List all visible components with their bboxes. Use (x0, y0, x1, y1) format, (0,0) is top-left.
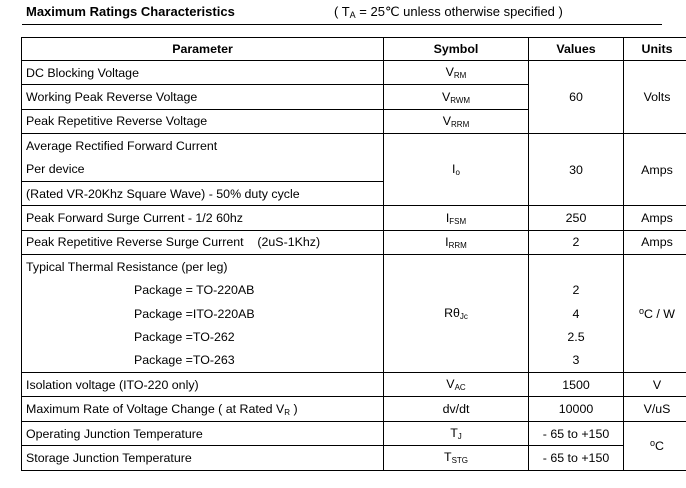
table-row (22, 279, 686, 302)
col-header-parameter: Parameter (22, 38, 384, 61)
param-cell: Operating Junction Temperature (22, 421, 384, 445)
value-cell (529, 255, 624, 279)
ratings-table (21, 37, 686, 471)
table-row (22, 302, 686, 325)
param-cell: Working Peak Reverse Voltage (22, 85, 384, 109)
param-cell: Maximum Rate of Voltage Change ( at Rated $V_R$ ) (22, 397, 384, 421)
value-cell: 3 (529, 349, 624, 373)
value-cell: 2.5 (529, 325, 624, 348)
value-cell: 2 (529, 279, 624, 302)
table-row (22, 134, 686, 158)
header-bar (22, 2, 662, 25)
value-cell: 4 (529, 302, 624, 325)
symbol-cell: $V_{RWM}$ (384, 85, 529, 109)
unit-cell: Amps (624, 206, 686, 230)
section-title: Maximum Ratings Characteristics (26, 4, 235, 19)
value-cell: 1500 (529, 373, 624, 397)
param-cell: Isolation voltage (ITO-220 only) (22, 373, 384, 397)
param-cell: Peak Repetitive Reverse Surge Current (2uS-1Khz) (22, 230, 384, 254)
param-cell: Package =TO-262 (22, 325, 384, 348)
value-cell: - 65 to +150 (529, 446, 624, 470)
symbol-cell: $I_{RRM}$ (384, 230, 529, 254)
col-header-symbol: Symbol (384, 38, 529, 61)
table-row (22, 255, 686, 279)
param-cell: (Rated VR-20Khz Square Wave) - 50% duty cycle (22, 181, 384, 205)
value-cell: 250 (529, 206, 624, 230)
symbol-cell: $V_{RRM}$ (384, 109, 529, 133)
col-header-values: Values (529, 38, 624, 61)
table-row (22, 397, 686, 421)
table-row (22, 349, 686, 373)
unit-cell: V (624, 373, 686, 397)
unit-cell: $^o$C (624, 421, 686, 470)
col-header-units: Units (624, 38, 686, 61)
unit-cell: $^o$C / W (624, 255, 686, 373)
symbol-cell: $I_{FSM}$ (384, 206, 529, 230)
symbol-cell: $I_o$ (384, 134, 529, 206)
value-cell: - 65 to +150 (529, 421, 624, 445)
param-cell: Package =TO-263 (22, 349, 384, 373)
param-cell: Typical Thermal Resistance (per leg) (22, 255, 384, 279)
symbol-cell: dv/dt (384, 397, 529, 421)
param-cell: DC Blocking Voltage (22, 61, 384, 85)
symbol-cell: $R\theta_{Jc}$ (384, 255, 529, 373)
symbol-cell: $T_J$ (384, 421, 529, 445)
param-cell: Average Rectified Forward Current (22, 134, 384, 158)
table-row (22, 325, 686, 348)
unit-cell: Volts (624, 61, 686, 134)
unit-cell: Amps (624, 230, 686, 254)
unit-cell: V/uS (624, 397, 686, 421)
table-row (22, 373, 686, 397)
table-row (22, 206, 686, 230)
value-cell: 60 (529, 61, 624, 134)
param-cell: Peak Repetitive Reverse Voltage (22, 109, 384, 133)
param-cell: Storage Junction Temperature (22, 446, 384, 470)
conditions-note: ( $T_A$ = 25℃ unless otherwise specified ) (334, 4, 563, 20)
unit-cell: Amps (624, 134, 686, 206)
param-cell: Per device (22, 158, 384, 182)
value-cell: 30 (529, 134, 624, 206)
symbol-cell: $V_{AC}$ (384, 373, 529, 397)
table-row (22, 446, 686, 470)
table-row (22, 61, 686, 85)
symbol-cell: $V_{RM}$ (384, 61, 529, 85)
param-cell: Package =ITO-220AB (22, 302, 384, 325)
value-cell: 10000 (529, 397, 624, 421)
table-row (22, 230, 686, 254)
param-cell: Package = TO-220AB (22, 279, 384, 302)
table-header-row (22, 38, 686, 61)
table-row (22, 421, 686, 445)
param-cell: Peak Forward Surge Current - 1/2 60hz (22, 206, 384, 230)
symbol-cell: $T_{STG}$ (384, 446, 529, 470)
value-cell: 2 (529, 230, 624, 254)
